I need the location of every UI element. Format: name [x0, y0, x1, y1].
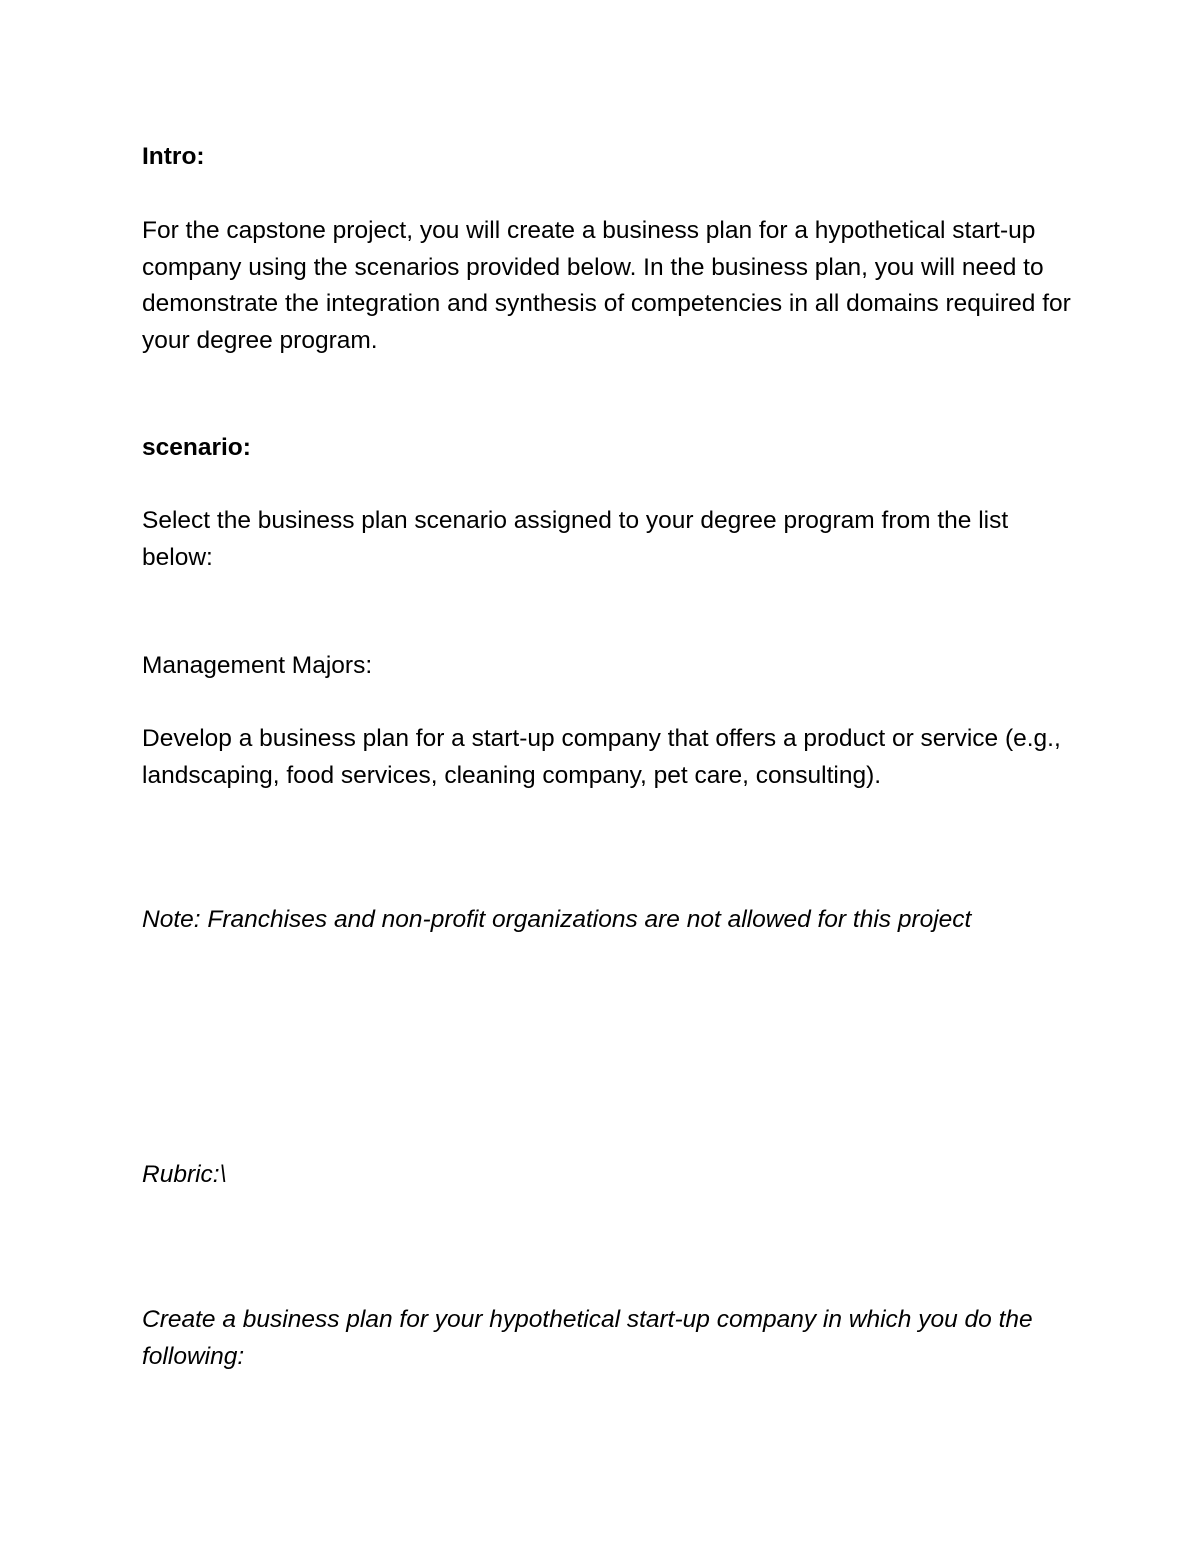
majors-paragraph: Develop a business plan for a start-up company that offers a product or service (e.g., landscaping, food services, cleaning company, pet care, consulting).: [142, 725, 1061, 789]
majors-heading: Management Majors:: [142, 652, 373, 679]
note-paragraph: Note: Franchises and non-profit organizations are not allowed for this project: [142, 906, 972, 933]
rubric-heading: Rubric:\: [142, 1161, 227, 1188]
intro-paragraph: For the capstone project, you will create a business plan for a hypothetical start-up company using the scenarios provided below. In the business plan, you will need to demonstrate the integration and synthesis of competencies in all domains required for your degree program.: [142, 217, 1071, 354]
scenario-heading: scenario:: [142, 434, 251, 461]
scenario-paragraph: Select the business plan scenario assigned to your degree program from the list below:: [142, 507, 1009, 571]
rubric-paragraph: Create a business plan for your hypothetical start-up company in which you do the following:: [142, 1306, 1033, 1370]
intro-heading: Intro:: [142, 143, 205, 170]
